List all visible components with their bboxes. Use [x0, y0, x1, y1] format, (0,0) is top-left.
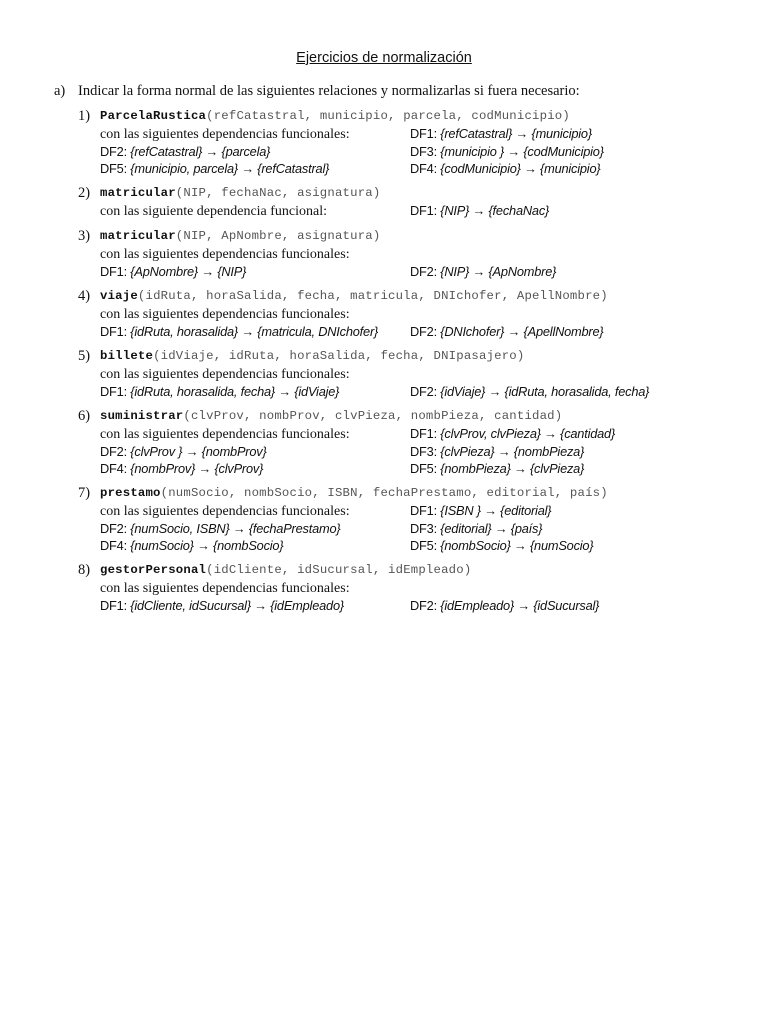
functional-dependency [410, 384, 649, 399]
relation-schema [100, 227, 758, 245]
functional-dependency [410, 324, 603, 339]
relation-schema [100, 287, 758, 305]
exercise-number: 1) [78, 108, 91, 124]
dependency-expression: {idRuta, horasalida, fecha} → {idViaje} [130, 384, 340, 399]
dependency-label: DF2: [410, 384, 437, 399]
functional-dependency [410, 126, 592, 141]
functional-dependency [410, 203, 549, 218]
dependency-label: DF1: [410, 203, 437, 218]
functional-dependency [100, 161, 329, 176]
exercise-item [78, 407, 758, 477]
functional-dependency [100, 521, 340, 536]
exercise-number: 6) [78, 408, 91, 424]
relation-schema [100, 347, 758, 365]
dependency-row [100, 263, 758, 280]
intro-line [100, 579, 758, 597]
dependency-cell [100, 323, 410, 340]
dependency-label: DF4: [100, 538, 127, 553]
intro-line [100, 425, 758, 443]
exercise-item [78, 184, 758, 220]
relation-schema [100, 407, 758, 425]
dependency-row [100, 597, 758, 614]
dependency-cell [100, 597, 410, 614]
dependency-cell [410, 365, 758, 383]
section-letter: a) [54, 83, 66, 99]
dependency-label: DF1: [100, 384, 127, 399]
dependency-cell [100, 460, 410, 477]
relation-attributes: (NIP, ApNombre, asignatura) [175, 229, 381, 243]
dependency-label: DF1: [410, 503, 437, 518]
dependency-cell [410, 305, 758, 323]
dependency-cell [410, 502, 758, 520]
relation-attributes: (idViaje, idRuta, horaSalida, fecha, DNIpasajero) [153, 349, 525, 363]
exercise-item [78, 484, 758, 554]
functional-dependency [410, 444, 584, 459]
intro-cell [100, 365, 410, 383]
exercise-item [78, 227, 758, 280]
relation-attributes: (idCliente, idSucursal, idEmpleado) [206, 563, 472, 577]
intro-text: con las siguientes dependencias funcionales: [100, 247, 350, 262]
relation-name: billete [100, 349, 154, 363]
functional-dependency [410, 503, 551, 518]
exercise-item [78, 561, 758, 614]
dependency-label: DF1: [100, 324, 127, 339]
dependency-expression: {idViaje} → {idRuta, horasalida, fecha} [440, 384, 650, 399]
relation-name: prestamo [100, 486, 161, 500]
intro-text: con las siguientes dependencias funcionales: [100, 367, 350, 382]
relation-attributes: (numSocio, nombSocio, ISBN, fechaPrestamo, editorial, país) [160, 486, 608, 500]
functional-dependency [410, 598, 599, 613]
relation-name: matricular [100, 186, 176, 200]
relation-name: viaje [100, 289, 138, 303]
dependency-row [100, 520, 758, 537]
dependency-expression: {numSocio} → {nombSocio} [130, 538, 284, 553]
dependency-row [100, 383, 758, 400]
relation-attributes: (NIP, fechaNac, asignatura) [175, 186, 381, 200]
dependency-expression: {nombPieza} → {clvPieza} [440, 461, 585, 476]
relation-name: ParcelaRustica [100, 109, 207, 123]
exercise-number: 4) [78, 288, 91, 304]
intro-line [100, 365, 758, 383]
functional-dependency [100, 324, 378, 339]
dependency-expression: {municipio, parcela} → {refCatastral} [130, 161, 330, 176]
intro-text: con las siguientes dependencias funcionales: [100, 307, 350, 322]
functional-dependency [100, 384, 339, 399]
intro-cell [100, 245, 410, 263]
relation-attributes: (refCatastral, municipio, parcela, codMunicipio) [206, 109, 570, 123]
dependency-label: DF2: [410, 598, 437, 613]
dependency-cell [100, 143, 410, 160]
dependency-cell [410, 537, 758, 554]
functional-dependency [410, 144, 604, 159]
functional-dependency [100, 598, 344, 613]
dependency-cell [410, 425, 758, 443]
dependency-cell [410, 202, 758, 220]
relation-attributes: (clvProv, nombProv, clvPieza, nombPieza, cantidad) [183, 409, 563, 423]
dependency-cell [410, 443, 758, 460]
functional-dependency [410, 538, 593, 553]
dependency-cell [410, 323, 758, 340]
dependency-label: DF5: [410, 461, 437, 476]
relation-attributes: (idRuta, horaSalida, fecha, matricula, DNIchofer, ApellNombre) [137, 289, 608, 303]
dependency-cell [100, 383, 410, 400]
dependency-expression: {ISBN } → {editorial} [440, 503, 552, 518]
dependency-label: DF1: [100, 598, 127, 613]
exercise-number: 2) [78, 185, 91, 201]
dependency-expression: {numSocio, ISBN} → {fechaPrestamo} [130, 521, 341, 536]
dependency-expression: {codMunicipio} → {municipio} [440, 161, 601, 176]
intro-line [100, 245, 758, 263]
intro-text: con las siguientes dependencias funcionales: [100, 127, 350, 142]
dependency-expression: {clvProv, clvPieza} → {cantidad} [440, 426, 616, 441]
intro-text: con las siguiente dependencia funcional: [100, 204, 328, 219]
dependency-expression: {municipio } → {codMunicipio} [440, 144, 604, 159]
functional-dependency [410, 161, 600, 176]
dependency-label: DF2: [410, 324, 437, 339]
dependency-row [100, 537, 758, 554]
exercise-number: 3) [78, 228, 91, 244]
dependency-row [100, 160, 758, 177]
intro-cell [100, 125, 410, 143]
dependency-cell [410, 383, 758, 400]
dependency-label: DF3: [410, 144, 437, 159]
dependency-expression: {clvPieza} → {nombPieza} [440, 444, 585, 459]
relation-schema [100, 107, 758, 125]
functional-dependency [410, 521, 542, 536]
exercise-list [78, 107, 758, 621]
dependency-expression: {idCliente, idSucursal} → {idEmpleado} [130, 598, 344, 613]
dependency-cell [410, 245, 758, 263]
intro-cell [100, 305, 410, 323]
dependency-label: DF2: [410, 264, 437, 279]
section-text: Indicar la forma normal de las siguientes relaciones y normalizarlas si fuera necesario: [78, 83, 580, 99]
dependency-row [100, 460, 758, 477]
dependency-cell [100, 160, 410, 177]
intro-cell [100, 579, 410, 597]
functional-dependency [410, 461, 584, 476]
dependency-label: DF3: [410, 521, 437, 536]
intro-line [100, 502, 758, 520]
dependency-label: DF4: [410, 161, 437, 176]
dependency-cell [100, 263, 410, 280]
intro-text: con las siguientes dependencias funcionales: [100, 427, 350, 442]
dependency-expression: {NIP} → {ApNombre} [440, 264, 557, 279]
intro-cell [100, 502, 410, 520]
dependency-expression: {clvProv } → {nombProv} [130, 444, 267, 459]
dependency-cell [100, 520, 410, 537]
intro-line [100, 125, 758, 143]
dependency-expression: {NIP} → {fechaNac} [440, 203, 550, 218]
dependency-cell [410, 460, 758, 477]
functional-dependency [100, 538, 283, 553]
exercise-number: 5) [78, 348, 91, 364]
dependency-label: DF1: [410, 126, 437, 141]
dependency-label: DF2: [100, 521, 127, 536]
dependency-cell [100, 443, 410, 460]
dependency-label: DF2: [100, 144, 127, 159]
intro-line [100, 202, 758, 220]
dependency-label: DF4: [100, 461, 127, 476]
relation-schema [100, 561, 758, 579]
dependency-cell [410, 160, 758, 177]
functional-dependency [100, 264, 246, 279]
section-heading [54, 83, 580, 100]
intro-cell [100, 425, 410, 443]
dependency-expression: {idRuta, horasalida} → {matricula, DNIchofer} [130, 324, 379, 339]
dependency-expression: {DNIchofer} → {ApellNombre} [440, 324, 604, 339]
dependency-expression: {refCatastral} → {municipio} [440, 126, 592, 141]
dependency-label: DF1: [100, 264, 127, 279]
exercise-number: 7) [78, 485, 91, 501]
relation-name: matricular [100, 229, 176, 243]
intro-cell [100, 202, 410, 220]
exercise-number: 8) [78, 562, 91, 578]
dependency-label: DF3: [410, 444, 437, 459]
functional-dependency [100, 444, 267, 459]
page-title: Ejercicios de normalización [296, 50, 472, 66]
dependency-label: DF5: [410, 538, 437, 553]
dependency-cell [410, 520, 758, 537]
dependency-expression: {ApNombre} → {NIP} [130, 264, 247, 279]
dependency-cell [410, 143, 758, 160]
dependency-cell [410, 597, 758, 614]
dependency-expression: {refCatastral} → {parcela} [130, 144, 271, 159]
dependency-expression: {editorial} → {país} [440, 521, 543, 536]
dependency-row [100, 323, 758, 340]
dependency-cell [410, 579, 758, 597]
functional-dependency [410, 264, 556, 279]
relation-name: gestorPersonal [100, 563, 207, 577]
dependency-expression: {nombProv} → {clvProv} [130, 461, 264, 476]
exercise-item [78, 347, 758, 400]
dependency-label: DF2: [100, 444, 127, 459]
exercise-item [78, 287, 758, 340]
dependency-expression: {idEmpleado} → {idSucursal} [440, 598, 600, 613]
dependency-row [100, 143, 758, 160]
functional-dependency [410, 426, 615, 441]
exercise-item [78, 107, 758, 177]
intro-text: con las siguientes dependencias funcionales: [100, 504, 350, 519]
relation-schema [100, 484, 758, 502]
dependency-label: DF5: [100, 161, 127, 176]
relation-schema [100, 184, 758, 202]
functional-dependency [100, 144, 270, 159]
functional-dependency [100, 461, 263, 476]
dependency-cell [100, 537, 410, 554]
dependency-expression: {nombSocio} → {numSocio} [440, 538, 594, 553]
dependency-cell [410, 125, 758, 143]
intro-line [100, 305, 758, 323]
dependency-row [100, 443, 758, 460]
dependency-label: DF1: [410, 426, 437, 441]
dependency-cell [410, 263, 758, 280]
relation-name: suministrar [100, 409, 184, 423]
intro-text: con las siguientes dependencias funcionales: [100, 581, 350, 596]
